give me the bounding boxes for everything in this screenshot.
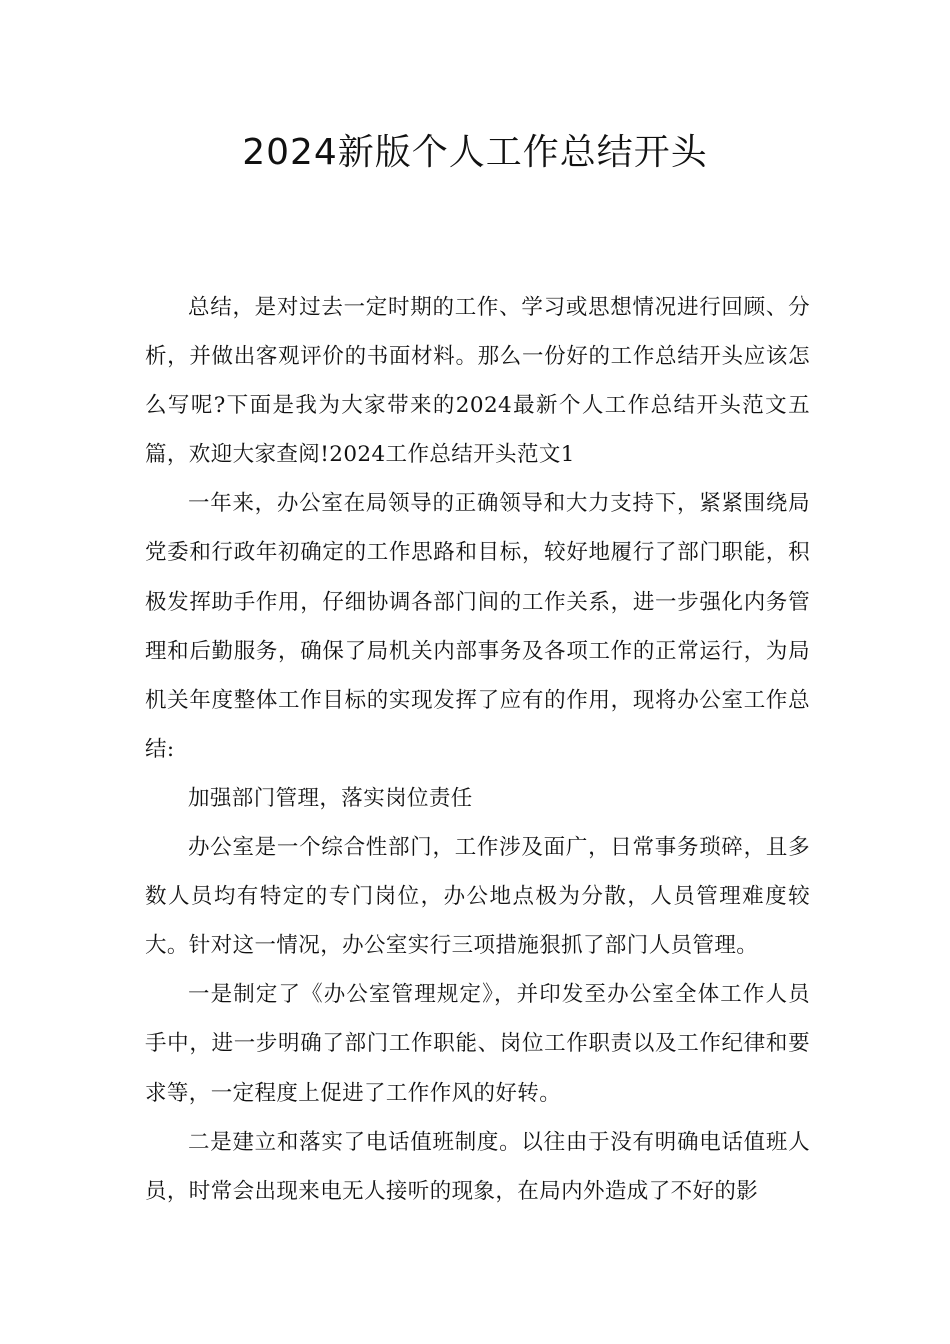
paragraph-measure-two: 二是建立和落实了电话值班制度。以往由于没有明确电话值班人员，时常会出现来电无人接听的现象，在局内外造成了不好的影: [145, 1129, 810, 1204]
paragraph-measure-one: 一是制定了《办公室管理规定》，并印发至办公室全体工作人员手中，进一步明确了部门工作职能、岗位工作职责以及工作纪律和要求等，一定程度上促进了工作作风的好转。: [145, 982, 810, 1106]
document-title: 2024新版个人工作总结开头: [242, 132, 708, 173]
paragraph-office: 办公室是一个综合性部门，工作涉及面广，日常事务琐碎，且多数人员均有特定的专门岗位，办公地点极为分散，人员管理难度较大。针对这一情况，办公室实行三项措施狠抓了部门人员管理。: [145, 835, 810, 959]
paragraph-overview: 一年来，办公室在局领导的正确领导和大力支持下，紧紧围绕局党委和行政年初确定的工作思路和目标，较好地履行了部门职能，积极发挥助手作用，仔细协调各部门间的工作关系，进一步强化内务管理和后勤服务，确保了局机关内部事务及各项工作的正常运行，为局机关年度整体工作目标的实现发挥了应有的作用，现将办公室工作总结:: [145, 491, 810, 762]
section-heading: 加强部门管理，落实岗位责任: [188, 785, 473, 811]
document-body: [145, 283, 810, 1216]
paragraph-intro: 总结，是对过去一定时期的工作、学习或思想情况进行回顾、分析，并做出客观评价的书面材料。那么一份好的工作总结开头应该怎么写呢?下面是我为大家带来的2024最新个人工作总结开头范文五篇，欢迎大家查阅!2024工作总结开头范文1: [145, 295, 810, 468]
